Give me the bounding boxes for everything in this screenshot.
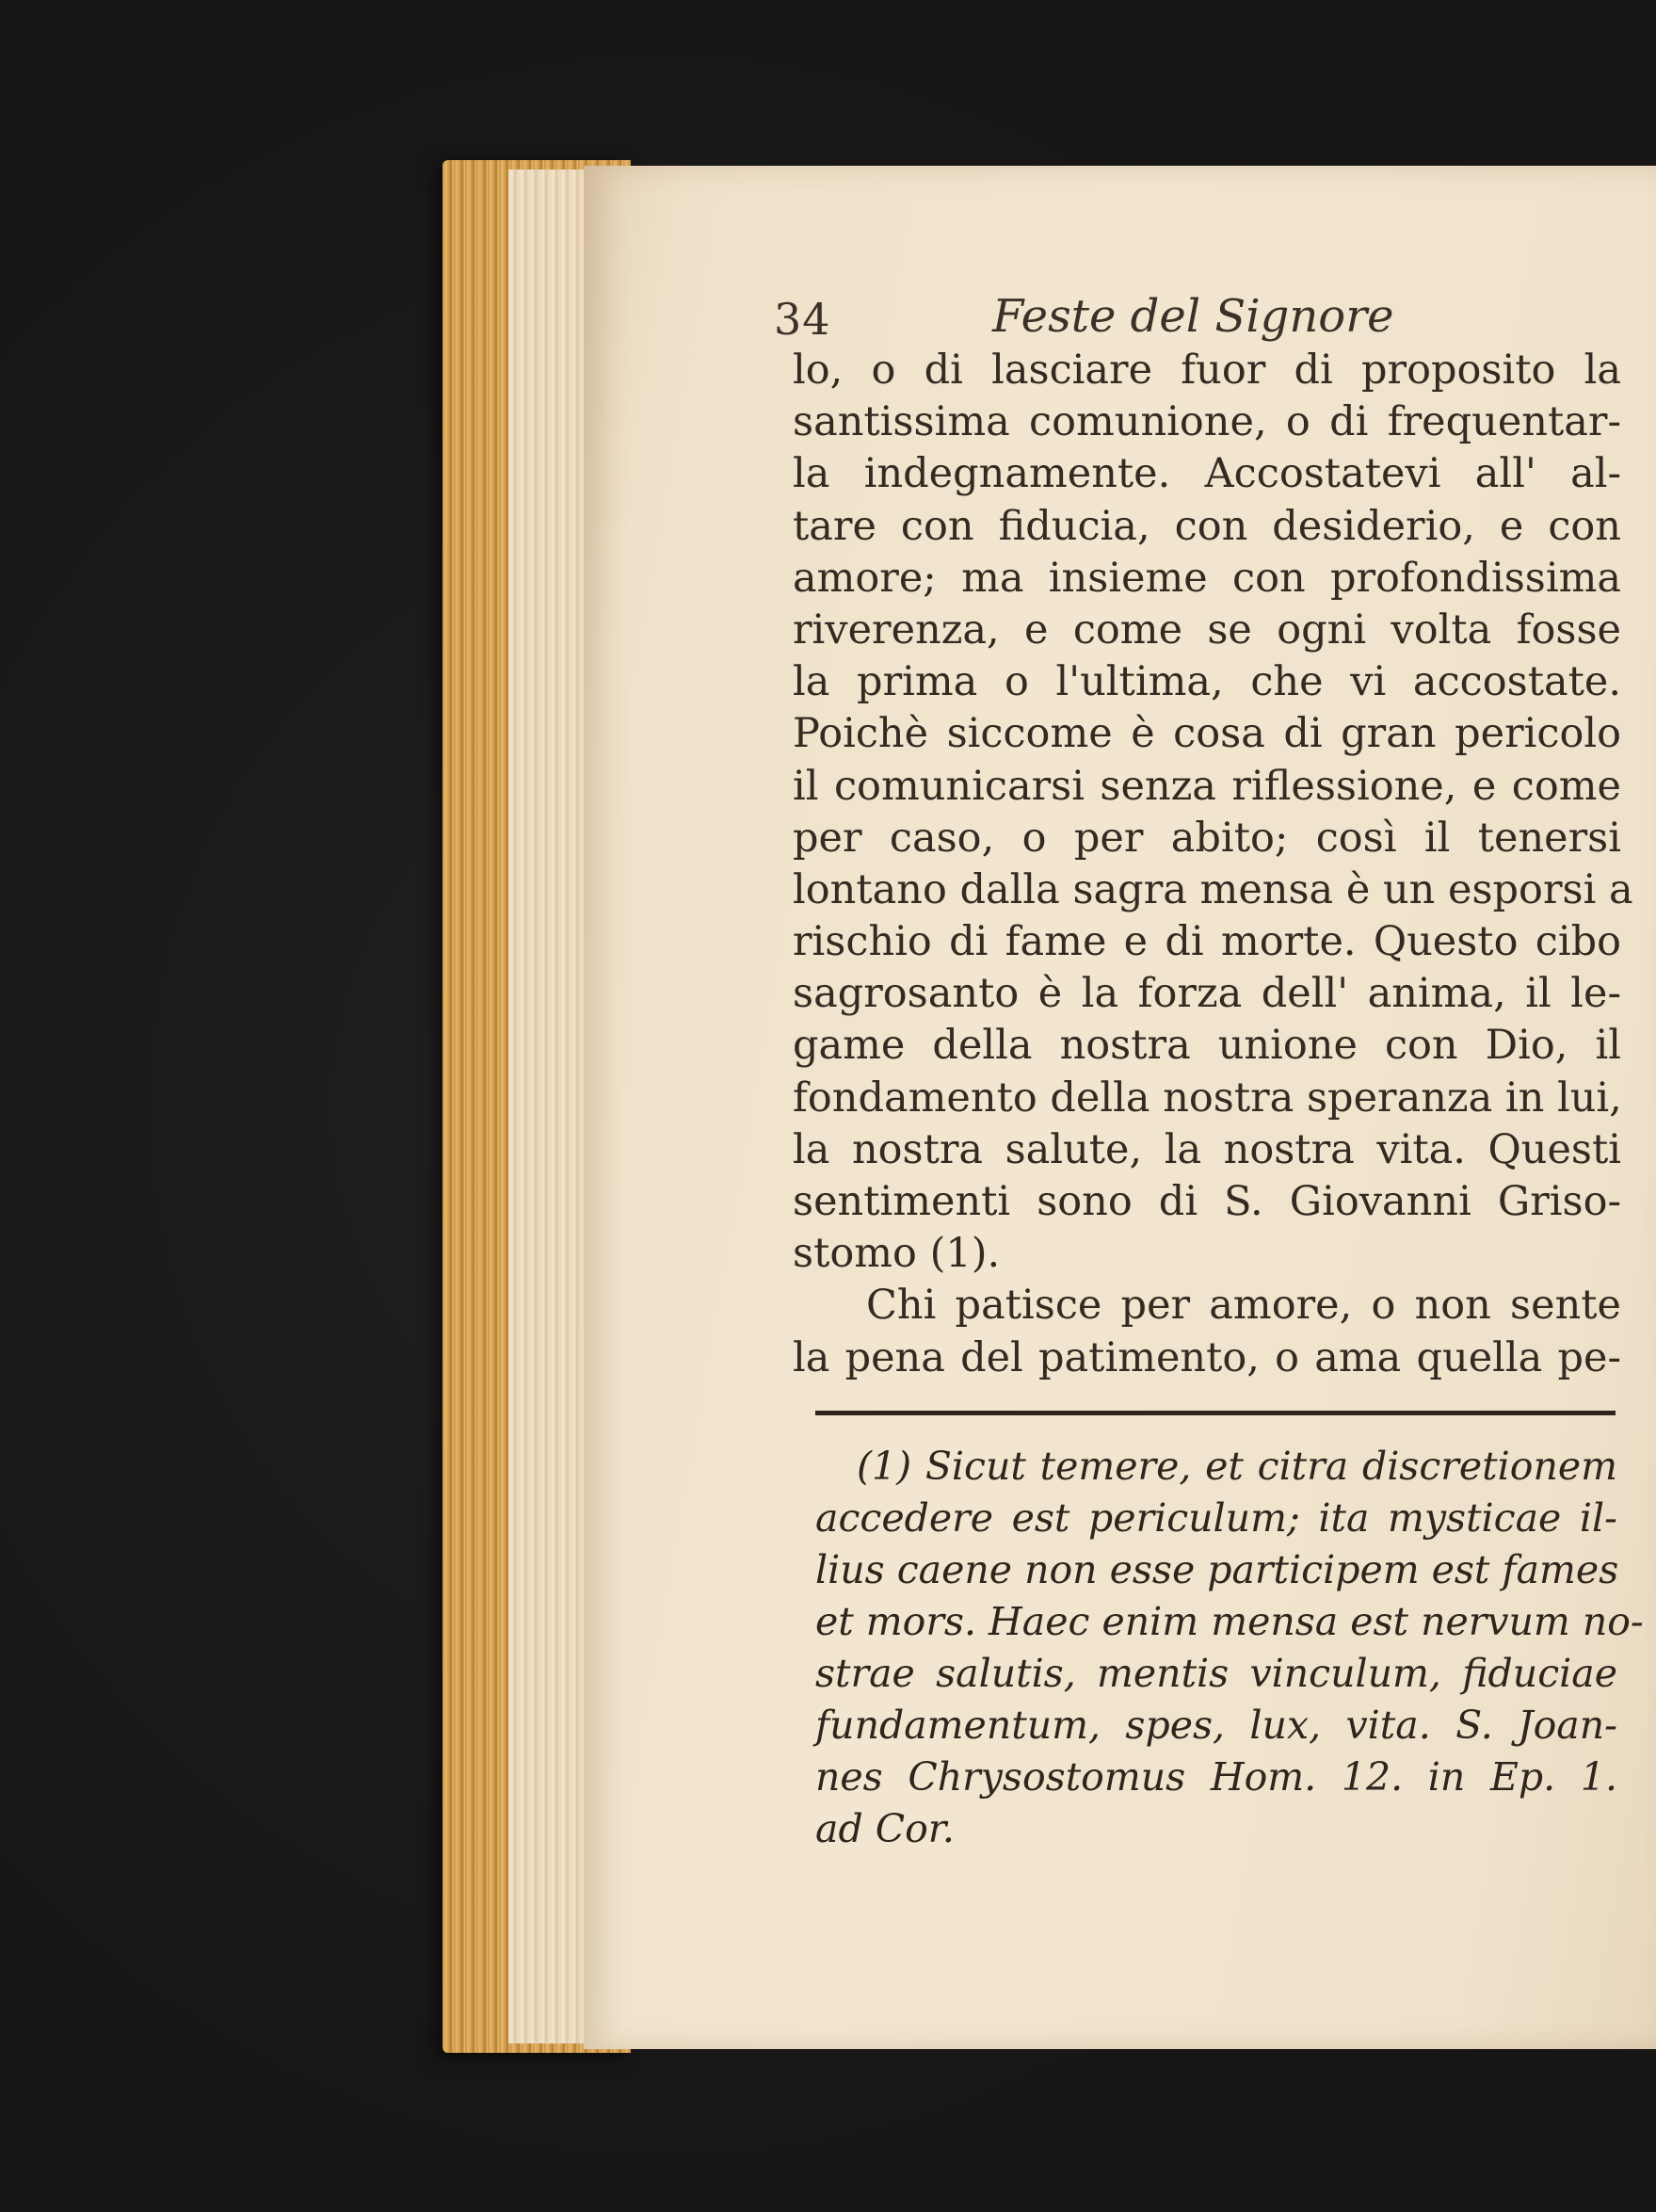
text-line: per caso, o per abito; così il tenersi	[793, 814, 1621, 862]
footnote-line: lius caene non esse participem est fames	[815, 1547, 1619, 1592]
footnote-line: ad Cor.	[815, 1806, 955, 1851]
text-line: Chi patisce per amore, o non sente	[866, 1282, 1621, 1330]
running-title: Feste del Signore	[992, 290, 1394, 343]
text-line: game della nostra unione con Dio, il	[793, 1022, 1621, 1070]
text-line: santissima comunione, o di frequentar-	[793, 398, 1621, 446]
footnote-line: et mors. Haec enim mensa est nervum no-	[815, 1599, 1644, 1644]
text-line: sentimenti sono di S. Giovanni Griso-	[793, 1178, 1621, 1225]
text-line: rischio di fame e di morte. Questo cibo	[793, 918, 1621, 966]
footnote-line: accedere est periculum; ita mysticae il-	[815, 1495, 1617, 1541]
text-line: lo, o di lasciare fuor di proposito la	[793, 347, 1621, 394]
text-line: fondamento della nostra speranza in lui,	[793, 1074, 1622, 1122]
body-text	[793, 345, 1633, 1384]
text-line: la pena del patimento, o ama quella pe-	[793, 1333, 1621, 1381]
text-line: il comunicarsi senza riflessione, e come	[793, 762, 1621, 810]
page-number: 34	[774, 294, 831, 345]
footnote	[815, 1441, 1644, 1855]
footnote-divider	[815, 1411, 1616, 1415]
footnote-line: nes Chrysostomus Hom. 12. in Ep. 1.	[815, 1754, 1617, 1800]
footnote-line: (1) Sicut temere, et citra discretionem	[857, 1444, 1617, 1489]
text-line: tare con fiducia, con desiderio, e con	[793, 502, 1621, 550]
text-line: lontano dalla sagra mensa è un esporsi a	[793, 865, 1633, 913]
text-line: la nostra salute, la nostra vita. Questi	[793, 1125, 1621, 1173]
text-line: stomo (1).	[793, 1230, 1001, 1278]
text-line: la prima o l'ultima, che vi accostate.	[793, 658, 1621, 706]
text-line: riverenza, e come se ogni volta fosse	[793, 605, 1621, 654]
footnote-line: strae salutis, mentis vinculum, fiduciae	[815, 1651, 1617, 1696]
footnote-line: fundamentum, spes, lux, vita. S. Joan-	[815, 1703, 1617, 1748]
text-line: la indegnamente. Accostatevi all' al-	[793, 450, 1621, 498]
text-line: amore; ma insieme con profondissima	[793, 554, 1621, 602]
text-line: sagrosanto è la forza dell' anima, il le-	[793, 970, 1621, 1018]
text-line: Poichè siccome è cosa di gran pericolo	[793, 710, 1621, 758]
